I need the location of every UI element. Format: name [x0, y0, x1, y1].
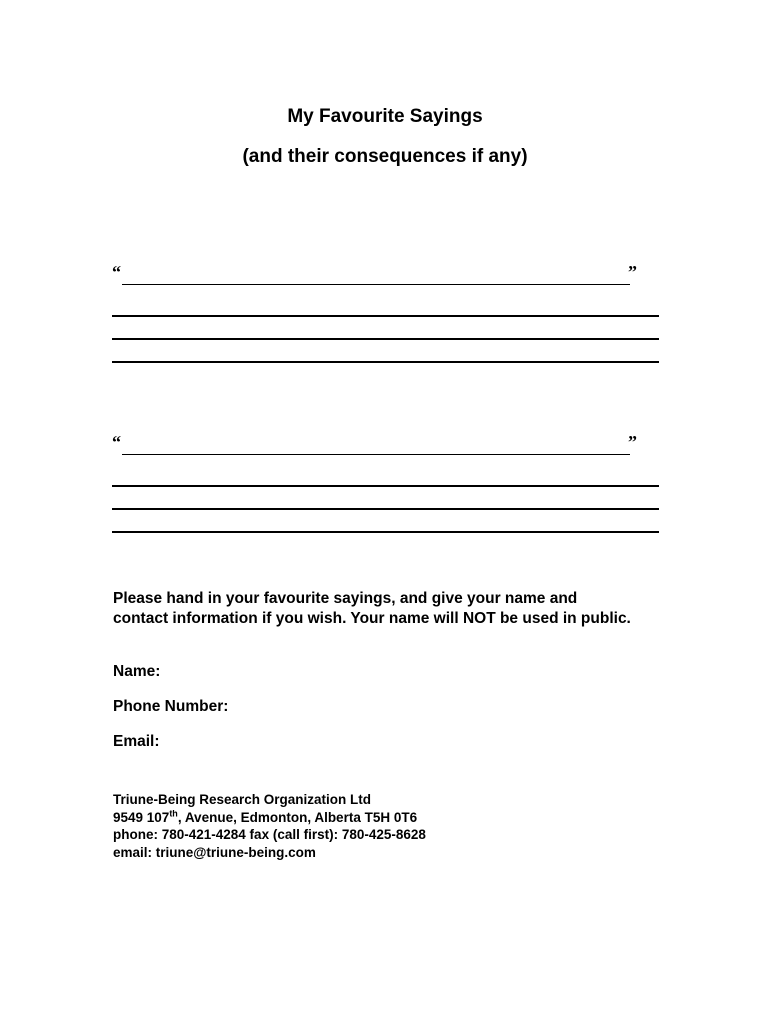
consequence-line[interactable]: [112, 338, 659, 340]
saying-block-1: [112, 262, 660, 372]
close-quote-mark: ”: [628, 432, 637, 452]
saying-block-2: [112, 432, 660, 542]
saying-blank-line[interactable]: [122, 284, 630, 285]
page-title: My Favourite Sayings: [287, 106, 483, 127]
open-quote-mark: “: [112, 262, 121, 282]
saying-blank-line[interactable]: [122, 454, 630, 455]
open-quote-mark: “: [112, 432, 121, 452]
consequence-line[interactable]: [112, 315, 659, 317]
instructions-paragraph: Please hand in your favourite sayings, and give your name and contact information if you wish. Your name will NOT be used in public.: [113, 590, 631, 627]
page-subtitle: (and their consequences if any): [242, 146, 528, 167]
consequence-line[interactable]: [112, 361, 659, 363]
email-contact-line: email: triune@triune-being.com: [113, 844, 316, 860]
close-quote-mark: ”: [628, 262, 637, 282]
organization-name: Triune-Being Research Organization Ltd: [113, 792, 372, 807]
phone-fax-line: phone: 780-421-4284 fax (call first): 780-425-8628: [113, 827, 426, 842]
consequence-line[interactable]: [112, 531, 659, 533]
email-field-label: Email:: [113, 733, 160, 750]
consequence-line[interactable]: [112, 485, 659, 487]
name-field-label: Name:: [113, 663, 161, 680]
organization-address: [113, 791, 426, 861]
phone-field-label: Phone Number:: [113, 698, 229, 715]
consequence-line[interactable]: [112, 508, 659, 510]
street-address: 9549 107th, Avenue, Edmonton, Alberta T5H 0T6: [113, 808, 418, 825]
